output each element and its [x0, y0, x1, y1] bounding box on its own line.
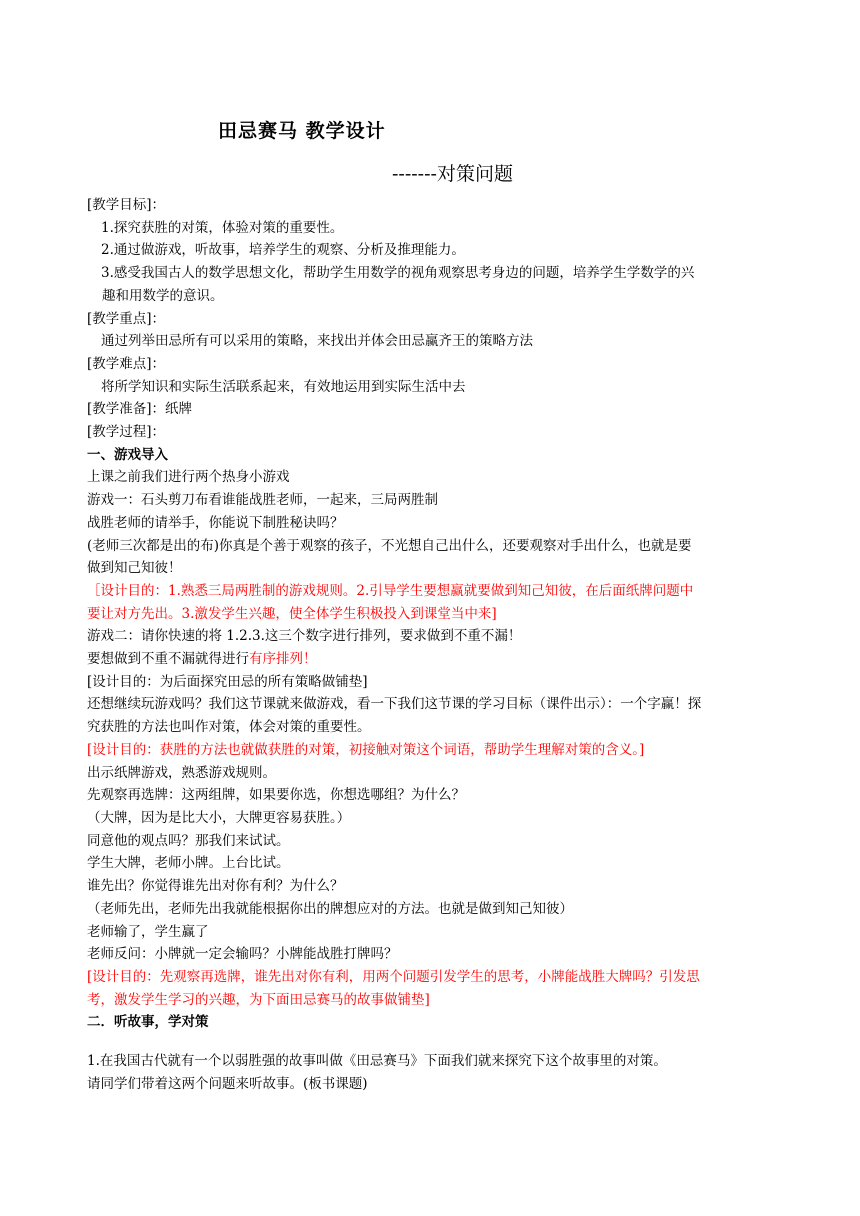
design-note-continued: 考，激发学生学习的兴趣，为下面田忌赛马的故事做铺垫]	[87, 991, 430, 1008]
paragraph: 还想继续玩游戏吗？我们这节课就来做游戏，看一下我们这节课的学习目标（课件出示）：一个字赢！探	[87, 696, 702, 713]
paragraph	[87, 648, 777, 671]
document-subtitle: -------对策问题	[392, 163, 513, 185]
design-note: [设计目的：先观察再选牌，谁先出对你有利，用两个问题引发学生的思考，小牌能战胜大牌吗？引发思	[87, 968, 700, 985]
section-heading: 二．听故事，学对策	[87, 1014, 209, 1031]
difficulties-label: [教学难点]：	[87, 355, 166, 372]
objective-item: 1.探究获胜的对策，体验对策的重要性。	[101, 219, 344, 236]
paragraph: 请同学们带着这两个问题来听故事。(板书课题)	[87, 1075, 368, 1092]
paragraph: 1.在我国古代就有一个以弱胜强的故事叫做《田忌赛马》下面我们就来探究下这个故事里的对策。	[87, 1053, 667, 1070]
preparation-line: [教学准备]：纸牌	[87, 401, 193, 418]
design-note: [设计目的：获胜的方法也就做获胜的对策，初接触对策这个词语，帮助学生理解对策的含义。]	[87, 741, 645, 758]
key-points-label: [教学重点]：	[87, 310, 166, 327]
paragraph: (老师三次都是出的布)你真是个善于观察的孩子，不光想自己出什么，还要观察对手出什么，也就是要	[87, 537, 692, 554]
paragraph: 谁先出？你觉得谁先出对你有利？为什么？	[87, 878, 344, 895]
paragraph: 游戏一：石头剪刀布看谁能战胜老师，一起来，三局两胜制	[87, 492, 438, 509]
paragraph-continued: 做到知己知彼！	[87, 560, 182, 577]
document-body	[87, 194, 777, 1095]
paragraph-text: 要想做到不重不漏就得进行	[87, 651, 249, 668]
objective-item-continued: 趣和用数学的意识。	[102, 287, 224, 304]
paragraph: 战胜老师的请举手，你能说下制胜秘诀吗？	[87, 514, 344, 531]
paragraph-continued: 究获胜的方法也叫作对策，体会对策的重要性。	[87, 719, 371, 736]
process-label: [教学过程]：	[87, 424, 166, 441]
design-note: ［设计目的：1.熟悉三局两胜制的游戏规则。2.引导学生要想赢就要做到知己知彼，在后面纸牌问题中	[87, 582, 694, 599]
paragraph: 出示纸牌游戏，熟悉游戏规则。	[87, 764, 276, 781]
paragraph: 先观察再选牌：这两组牌，如果要你选，你想选哪组？为什么？	[87, 787, 465, 804]
paragraph: （老师先出，老师先出我就能根据你出的牌想应对的方法。也就是做到知己知彼）	[87, 900, 573, 917]
difficulties-text: 将所学知识和实际生活联系起来，有效地运用到实际生活中去	[101, 378, 466, 395]
paragraph: 游戏二：请你快速的将 1.2.3.这三个数字进行排列，要求做到不重不漏！	[87, 628, 522, 645]
paragraph: 同意他的观点吗？那我们来试试。	[87, 832, 290, 849]
paragraph: 老师反问：小牌就一定会输吗？小牌能战胜打牌吗？	[87, 946, 398, 963]
document-title: 田忌赛马 教学设计	[218, 120, 386, 142]
section-heading: 一、游戏导入	[87, 446, 168, 463]
paragraph: 学生大牌，老师小牌。上台比试。	[87, 855, 290, 872]
objective-item: 2.通过做游戏，听故事，培养学生的观察、分析及推理能力。	[101, 242, 465, 259]
design-note-continued: 要让对方先出。3.激发学生兴趣，使全体学生积极投入到课堂当中来]	[87, 605, 497, 622]
paragraph: 上课之前我们进行两个热身小游戏	[87, 469, 290, 486]
design-note-black: [设计目的：为后面探究田忌的所有策略做铺垫]	[87, 673, 368, 690]
objectives-label: [教学目标]：	[87, 197, 166, 213]
key-points-text: 通过列举田忌所有可以采用的策略，来找出并体会田忌赢齐王的策略方法	[101, 333, 533, 350]
spacer	[87, 1034, 777, 1050]
highlighted-text: 有序排列！	[249, 651, 317, 668]
paragraph: 老师输了，学生赢了	[87, 923, 209, 940]
objective-item: 3.感受我国古人的数学思想文化，帮助学生用数学的视角观察思考身边的问题，培养学生学数学的兴	[101, 265, 695, 282]
paragraph: （大牌，因为是比大小，大牌更容易获胜。）	[87, 809, 351, 826]
